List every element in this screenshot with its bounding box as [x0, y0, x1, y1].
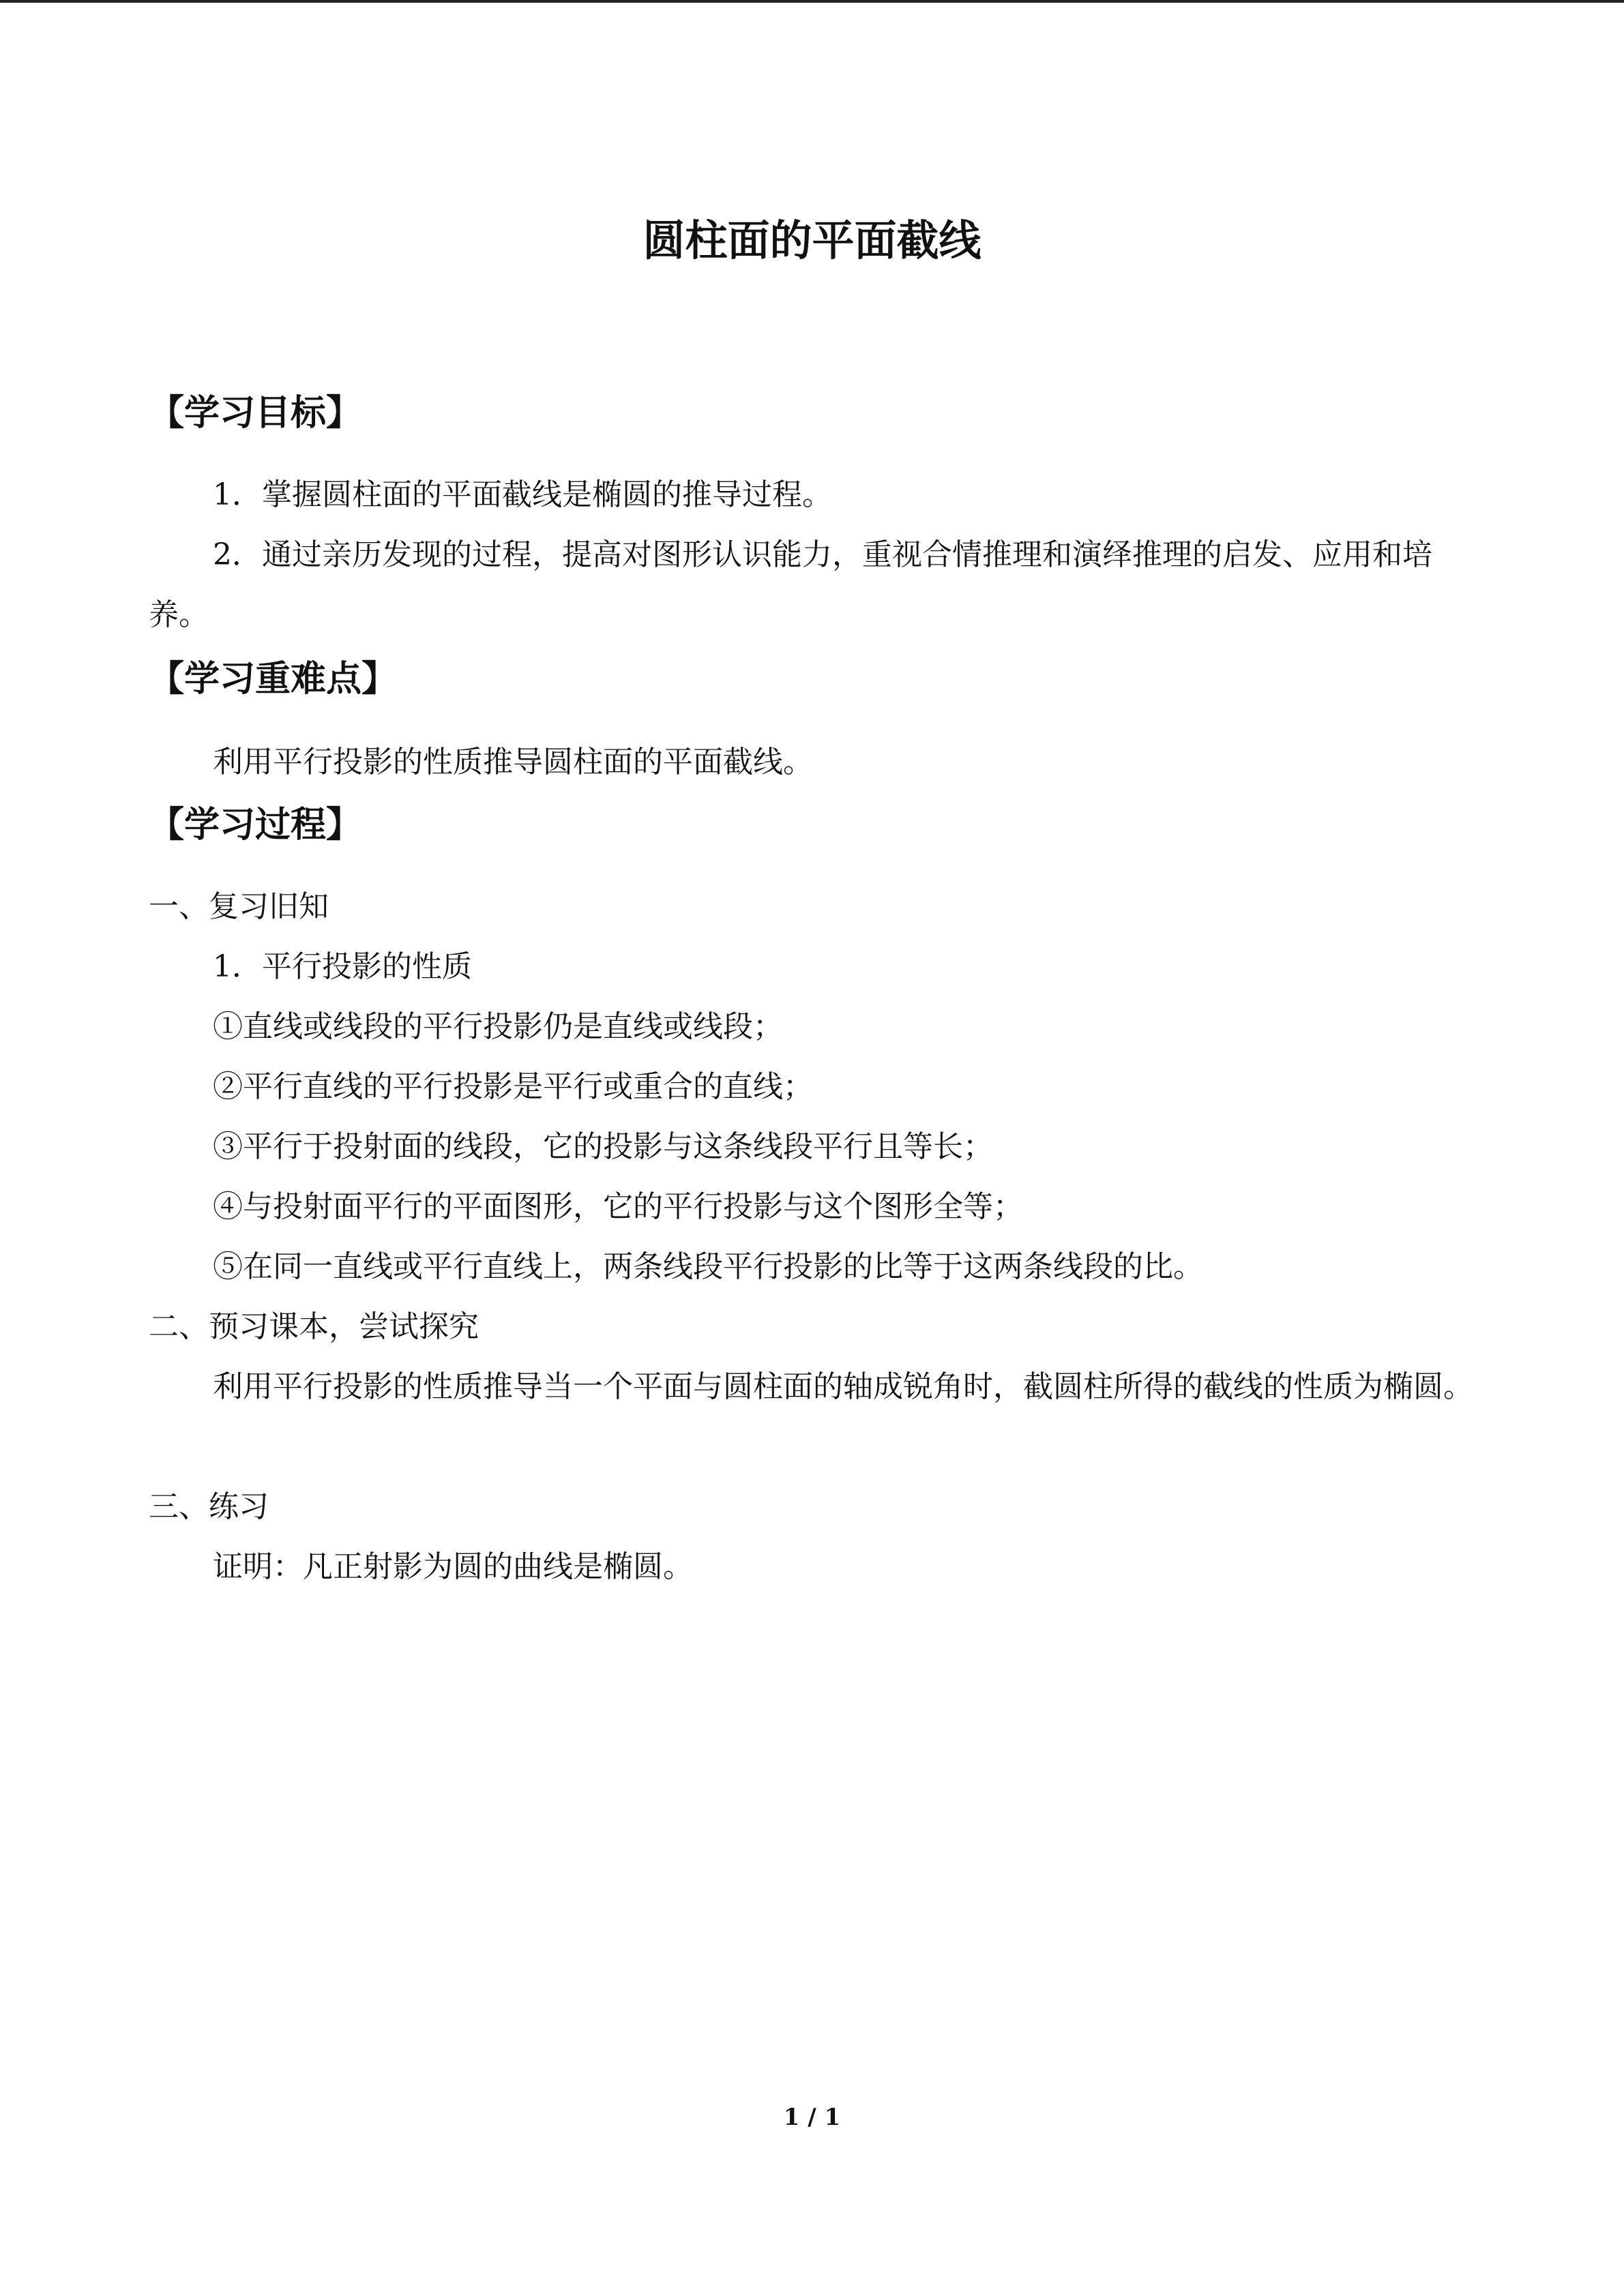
heading-objectives: 【学习目标】	[149, 393, 362, 434]
property-item-4: ④与投射面平行的平面图形，它的平行投影与这个图形全等；	[213, 1189, 1023, 1224]
part2-title: 二、预习课本，尝试探究	[149, 1309, 479, 1344]
part3-title: 三、练习	[149, 1489, 269, 1524]
part1-subtitle: 1．平行投影的性质	[213, 949, 472, 984]
property-item-3: ③平行于投射面的线段，它的投影与这条线段平行且等长；	[213, 1129, 993, 1164]
property-item-5: ⑤在同一直线或平行直线上，两条线段平行投影的比等于这两条线段的比。	[213, 1249, 1203, 1284]
objective-item-1: 1．掌握圆柱面的平面截线是椭圆的推导过程。	[213, 477, 832, 512]
part3-text: 证明：凡正射影为圆的曲线是椭圆。	[213, 1549, 693, 1584]
document-title: 圆柱面的平面截线	[643, 215, 981, 265]
key-points-text: 利用平行投影的性质推导圆柱面的平面截线。	[213, 745, 813, 779]
heading-process: 【学习过程】	[149, 805, 362, 846]
objective-item-2: 2．通过亲历发现的过程，提高对图形认识能力，重视合情推理和演绎推理的启发、应用和培养。	[149, 537, 1432, 632]
heading-key-points: 【学习重难点】	[149, 659, 398, 700]
part1-title: 一、复习旧知	[149, 889, 329, 924]
part2-text: 利用平行投影的性质推导当一个平面与圆柱面的轴成锐角时，截圆柱所得的截线的性质为椭圆。	[213, 1369, 1473, 1404]
property-item-1: ①直线或线段的平行投影仍是直线或线段；	[213, 1009, 783, 1044]
property-item-2: ②平行直线的平行投影是平行或重合的直线；	[213, 1069, 813, 1104]
top-border-rule	[0, 0, 1624, 3]
page-number: 1 / 1	[783, 2104, 841, 2131]
